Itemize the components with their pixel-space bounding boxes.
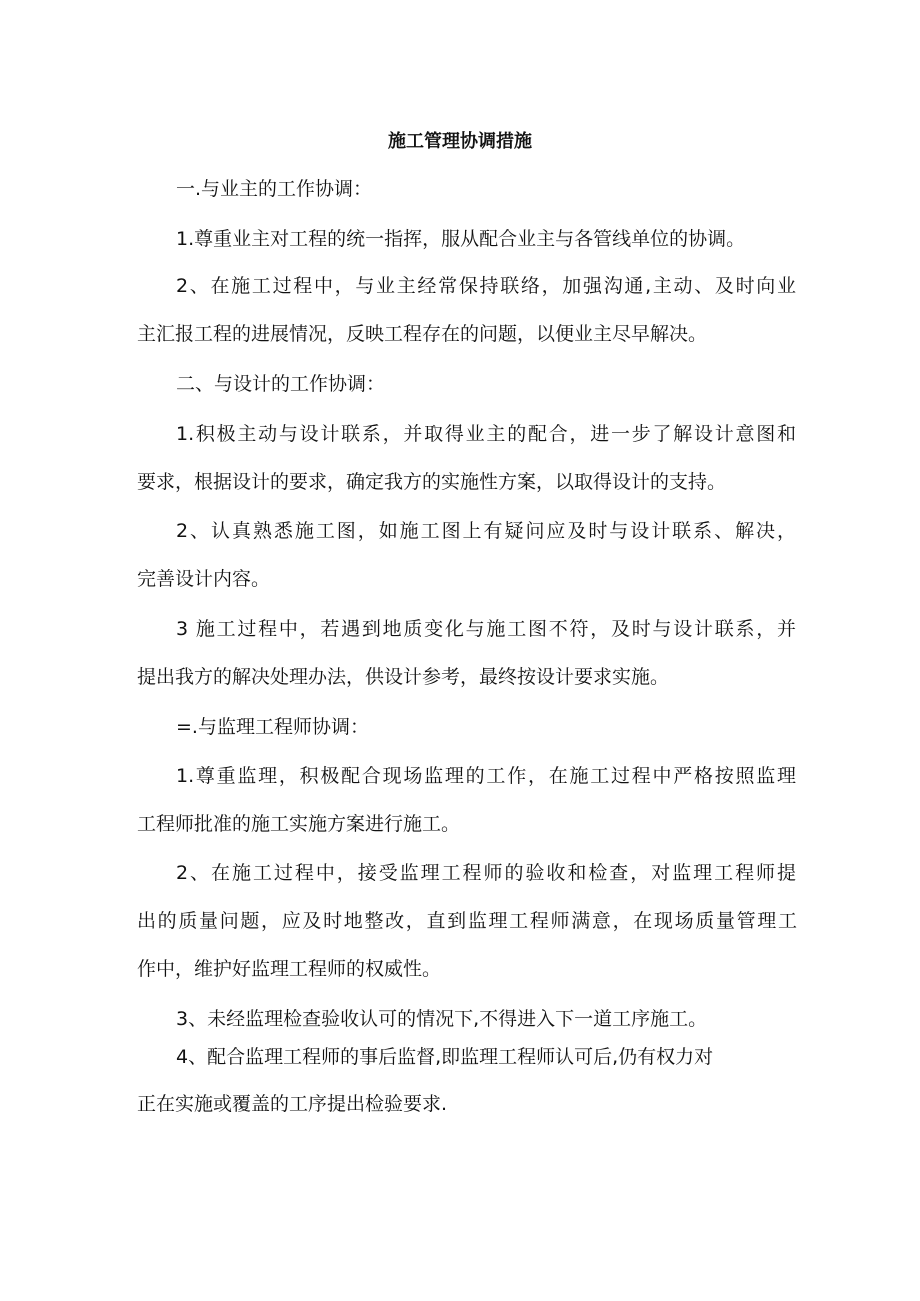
paragraph-line: 工程师批准的施工实施方案进行施工。 bbox=[137, 813, 461, 835]
section-heading-design: 二、与设计的工作协调： bbox=[176, 373, 386, 395]
paragraph-line: 4、配合监理工程师的事后监督,即监理工程师认可后,仍有权力对 bbox=[176, 1046, 714, 1068]
section-heading-supervisor: =.与监理工程师协调： bbox=[176, 716, 369, 738]
paragraph-line: 2、认真熟悉施工图，如施工图上有疑问应及时与设计联系、解决， bbox=[176, 520, 796, 542]
paragraph-line: 1.积极主动与设计联系，并取得业主的配合，进一步了解设计意图和 bbox=[176, 423, 796, 445]
document-title: 施工管理协调措施 bbox=[388, 131, 532, 152]
paragraph-line: 作中，维护好监理工程师的权威性。 bbox=[137, 958, 442, 980]
paragraph-line: 1.尊重业主对工程的统一指挥，服从配合业主与各管线单位的协调。 bbox=[176, 228, 746, 250]
paragraph-line: 1.尊重监理，积极配合现场监理的工作，在施工过程中严格按照监理 bbox=[176, 765, 796, 787]
section-heading-owner: 一.与业主的工作协调： bbox=[176, 178, 373, 200]
paragraph-line: 提出我方的解决处理办法，供设计参考，最终按设计要求实施。 bbox=[137, 666, 670, 688]
paragraph-line: 2、在施工过程中，与业主经常保持联络，加强沟通,主动、及时向业 bbox=[176, 275, 796, 297]
paragraph-line: 完善设计内容。 bbox=[137, 568, 271, 590]
paragraph-line: 3 施工过程中，若遇到地质变化与施工图不符，及时与设计联系，并 bbox=[176, 618, 796, 640]
paragraph-line: 正在实施或覆盖的工序提出检验要求. bbox=[137, 1093, 448, 1115]
paragraph-line: 3、未经监理检查验收认可的情况下,不得进入下一道工序施工。 bbox=[176, 1008, 708, 1030]
paragraph-line: 2、在施工过程中，接受监理工程师的验收和检查，对监理工程师提 bbox=[176, 862, 796, 884]
paragraph-line: 要求，根据设计的要求，确定我方的实施性方案，以取得设计的支持。 bbox=[137, 471, 727, 493]
paragraph-line: 主汇报工程的进展情况，反映工程存在的问题，以便业主尽早解决。 bbox=[137, 323, 708, 345]
paragraph-line: 出的质量问题，应及时地整改，直到监理工程师满意，在现场质量管理工 bbox=[137, 910, 797, 932]
